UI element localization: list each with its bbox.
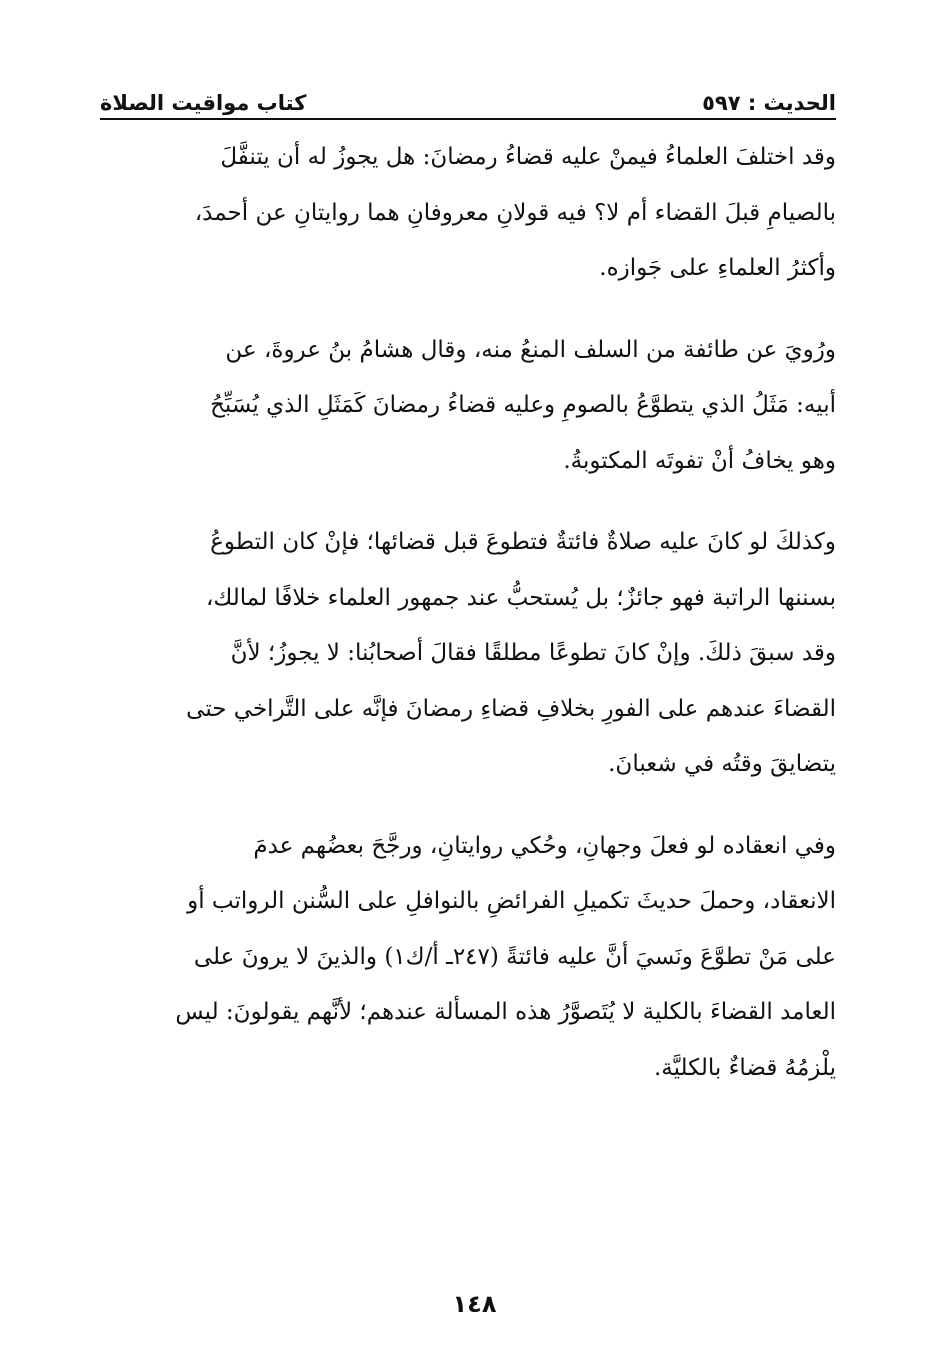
text-line: بالصيامِ قبلَ القضاء أم لا؟ فيه قولانِ معروفانِ هما روايتانِ عن أحمدَ، — [194, 199, 836, 226]
text-line: يتضايقَ وقتُه في شعبانَ. — [608, 751, 836, 777]
text-line: وقد اختلفَ العلماءُ فيمنْ عليه قضاءُ رمضانَ: هل يجوزُ له أن يتنفَّلَ — [220, 144, 836, 170]
text-line: على مَنْ تطوَّعَ ونَسيَ أنَّ عليه فائتةً (٢٤٧ـ أ/ك١) والذينَ لا يرونَ على — [193, 943, 836, 970]
text-line: وقد سبقَ ذلكَ. وإنْ كانَ تطوعًا مطلقًا فقالَ أصحابُنا: لا يجوزُ؛ لأنَّ — [230, 640, 836, 666]
page-body — [100, 130, 836, 1122]
text-line: وأكثرُ العلماءِ على جَوازه. — [599, 255, 836, 281]
text-line: العامد القضاءَ بالكلية لا يُتَصوَّرُ هذه المسألة عندهم؛ لأنَّهم يقولونَ: ليس — [175, 999, 836, 1025]
paragraph — [100, 819, 836, 1097]
book-title: كتاب مواقيت الصلاة — [100, 91, 307, 115]
text-line: بسننها الراتبة فهو جائزٌ؛ بل يُستحبُّ عند جمهور العلماء خلافًا لمالك، — [205, 584, 836, 611]
text-line: وكذلكَ لو كانَ عليه صلاةٌ فائتةٌ فتطوعَ قبل قضائها؛ فإنْ كان التطوعُ — [210, 529, 836, 555]
text-line: القضاءَ عندهم على الفورِ بخلافِ قضاءِ رمضانَ فإنَّه على التَّراخي حتى — [186, 695, 836, 722]
page-number: ١٤٨ — [452, 1290, 497, 1318]
text-line: وهو يخافُ أنْ تفوتَه المكتوبةُ. — [563, 447, 836, 474]
text-line: ورُويَ عن طائفة من السلف المنعُ منه، وقال هشامُ بنُ عروةَ، عن — [225, 336, 836, 363]
text-line: الانعقاد، وحملَ حديثَ تكميلِ الفرائضِ بالنوافلِ على السُّنن الرواتب أو — [187, 888, 836, 914]
text-line: أبيه: مَثَلُ الذي يتطوَّعُ بالصومِ وعليه قضاءُ رمضانَ كَمَثَلِ الذي يُسَبِّحُ — [210, 392, 836, 418]
text-line: وفي انعقاده لو فعلَ وجهانِ، وحُكي روايتانِ، ورجَّحَ بعضُهم عدمَ — [253, 832, 836, 859]
paragraph — [100, 323, 836, 490]
paragraph — [100, 515, 836, 793]
paragraph — [100, 130, 836, 297]
page-header — [100, 86, 836, 120]
text-line: يلْزمُهُ قضاءٌ بالكليَّة. — [653, 1054, 836, 1081]
hadith-number-label: الحديث : ٥٩٧ — [702, 91, 836, 115]
